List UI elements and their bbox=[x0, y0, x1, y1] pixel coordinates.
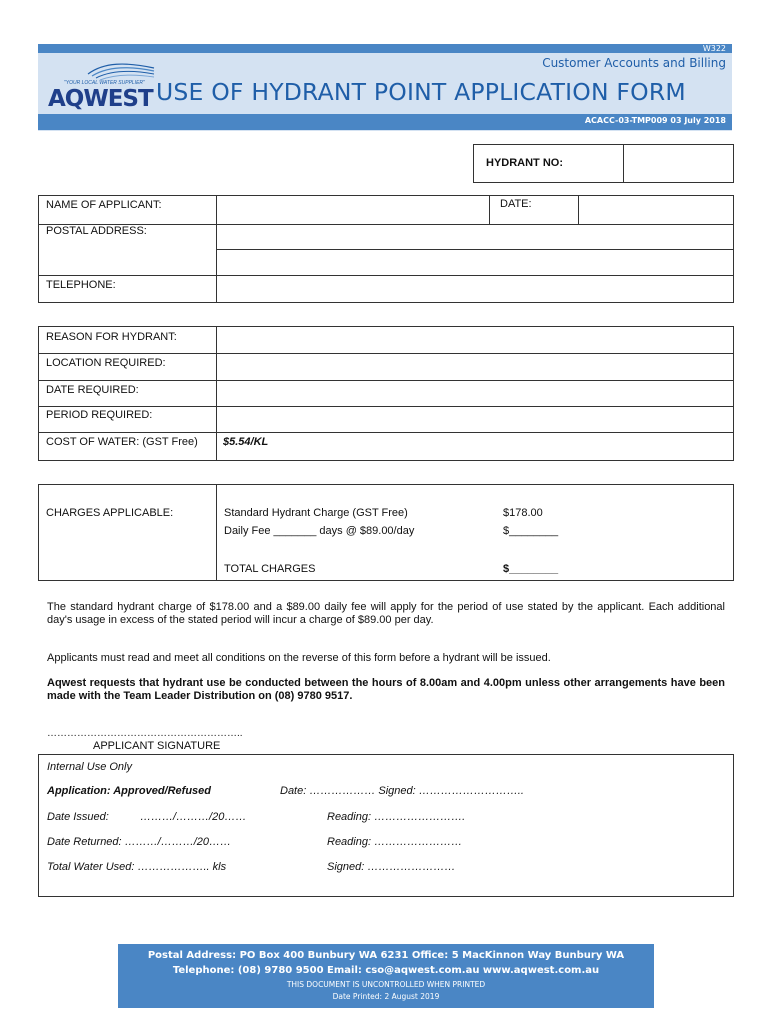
form-code: W322 bbox=[702, 44, 726, 53]
internal-use-title: Internal Use Only bbox=[47, 761, 132, 773]
reason-label: REASON FOR HYDRANT: bbox=[46, 331, 177, 343]
internal-use-box bbox=[38, 754, 734, 897]
footer-postal-office: Postal Address: PO Box 400 Bunbury WA 6231 Office: 5 MacKinnon Way Bunbury WA bbox=[147, 950, 625, 961]
total-charges-label: TOTAL CHARGES bbox=[224, 563, 316, 575]
date-issued-value[interactable]: ………/………/20…… bbox=[140, 811, 247, 823]
charge-policy-text: The standard hydrant charge of $178.00 and a $89.00 daily fee will apply for the period of use stated by the applicant. Each additional day's usage in excess of the stated period will incur a charge of $89.00 per day. bbox=[47, 601, 725, 626]
applicant-name-label: NAME OF APPLICANT: bbox=[46, 199, 162, 211]
approval-date-signed[interactable]: Date: ……………… Signed: ……………………….. bbox=[280, 785, 524, 797]
postal-address-label: POSTAL ADDRESS: bbox=[46, 225, 147, 237]
reading-returned[interactable]: Reading: …………………… bbox=[327, 836, 463, 848]
location-field[interactable] bbox=[217, 354, 733, 380]
postal-address-field[interactable] bbox=[217, 225, 733, 274]
footer-contact: Telephone: (08) 9780 9500 Email: cso@aqwest.com.au www.aqwest.com.au bbox=[172, 965, 600, 976]
date-label: DATE: bbox=[500, 198, 532, 210]
cost-label: COST OF WATER: (GST Free) bbox=[46, 436, 198, 448]
total-charges-value[interactable]: $________ bbox=[503, 563, 559, 575]
conditions-text: Applicants must read and meet all conditions on the reverse of this form before a hydrant will be issued. bbox=[47, 652, 551, 664]
total-water-used[interactable]: Total Water Used: ……………….. kls bbox=[47, 861, 227, 873]
internal-signed[interactable]: Signed: …………………… bbox=[327, 861, 456, 873]
aqwest-logo bbox=[48, 60, 156, 112]
date-required-label: DATE REQUIRED: bbox=[46, 384, 139, 396]
daily-fee-label: Daily Fee _______ days @ $89.00/day bbox=[224, 525, 415, 537]
daily-fee-value[interactable]: $________ bbox=[503, 525, 559, 537]
logo-tagline: "YOUR LOCAL WATER SUPPLIER" bbox=[64, 80, 145, 86]
water-swoosh-icon bbox=[86, 60, 156, 82]
period-field[interactable] bbox=[217, 407, 733, 432]
hydrant-no-field[interactable] bbox=[624, 145, 733, 182]
form-title: USE OF HYDRANT POINT APPLICATION FORM bbox=[156, 78, 686, 106]
date-divider-1 bbox=[489, 195, 490, 224]
telephone-field[interactable] bbox=[217, 276, 733, 302]
signature-line[interactable]: ………………………………………………….. bbox=[47, 728, 243, 739]
standard-charge-value: $178.00 bbox=[503, 507, 543, 519]
period-label: PERIOD REQUIRED: bbox=[46, 409, 153, 421]
date-field[interactable] bbox=[579, 196, 733, 224]
hours-notice-text: Aqwest requests that hydrant use be conducted between the hours of 8.00am and 4.00pm unless other arrangements have been made with the Team Leader Distribution on (08) 9780 9517. bbox=[47, 677, 725, 702]
signature-label: APPLICANT SIGNATURE bbox=[93, 740, 221, 752]
footer-bar bbox=[118, 944, 654, 1008]
application-status[interactable]: Application: Approved/Refused bbox=[47, 785, 211, 797]
location-label: LOCATION REQUIRED: bbox=[46, 357, 166, 369]
reading-issued[interactable]: Reading: ……………………. bbox=[327, 811, 466, 823]
logo-wordmark: AQWEST bbox=[48, 86, 153, 112]
cost-value: $5.54/KL bbox=[223, 436, 269, 448]
hydrant-no-label: HYDRANT NO: bbox=[486, 157, 563, 169]
request-row-line-4 bbox=[38, 432, 734, 433]
footer-date-printed: Date Printed: 2 August 2019 bbox=[332, 992, 440, 1001]
header-top-bar bbox=[38, 44, 732, 53]
reference-bar bbox=[38, 114, 732, 130]
telephone-label: TELEPHONE: bbox=[46, 279, 116, 291]
standard-charge-label: Standard Hydrant Charge (GST Free) bbox=[224, 507, 408, 519]
date-returned[interactable]: Date Returned: ………/………/20…… bbox=[47, 836, 232, 848]
date-issued-label: Date Issued: bbox=[47, 811, 109, 823]
footer-uncontrolled: THIS DOCUMENT IS UNCONTROLLED WHEN PRINTED bbox=[286, 980, 486, 989]
reason-field[interactable] bbox=[217, 327, 733, 353]
charges-label: CHARGES APPLICABLE: bbox=[46, 507, 174, 519]
department-name: Customer Accounts and Billing bbox=[542, 56, 726, 70]
date-required-field[interactable] bbox=[217, 381, 733, 406]
form-reference: ACACC-03-TMP009 03 July 2018 bbox=[584, 116, 726, 125]
applicant-name-field[interactable] bbox=[217, 196, 489, 224]
charges-col-divider bbox=[216, 484, 217, 581]
